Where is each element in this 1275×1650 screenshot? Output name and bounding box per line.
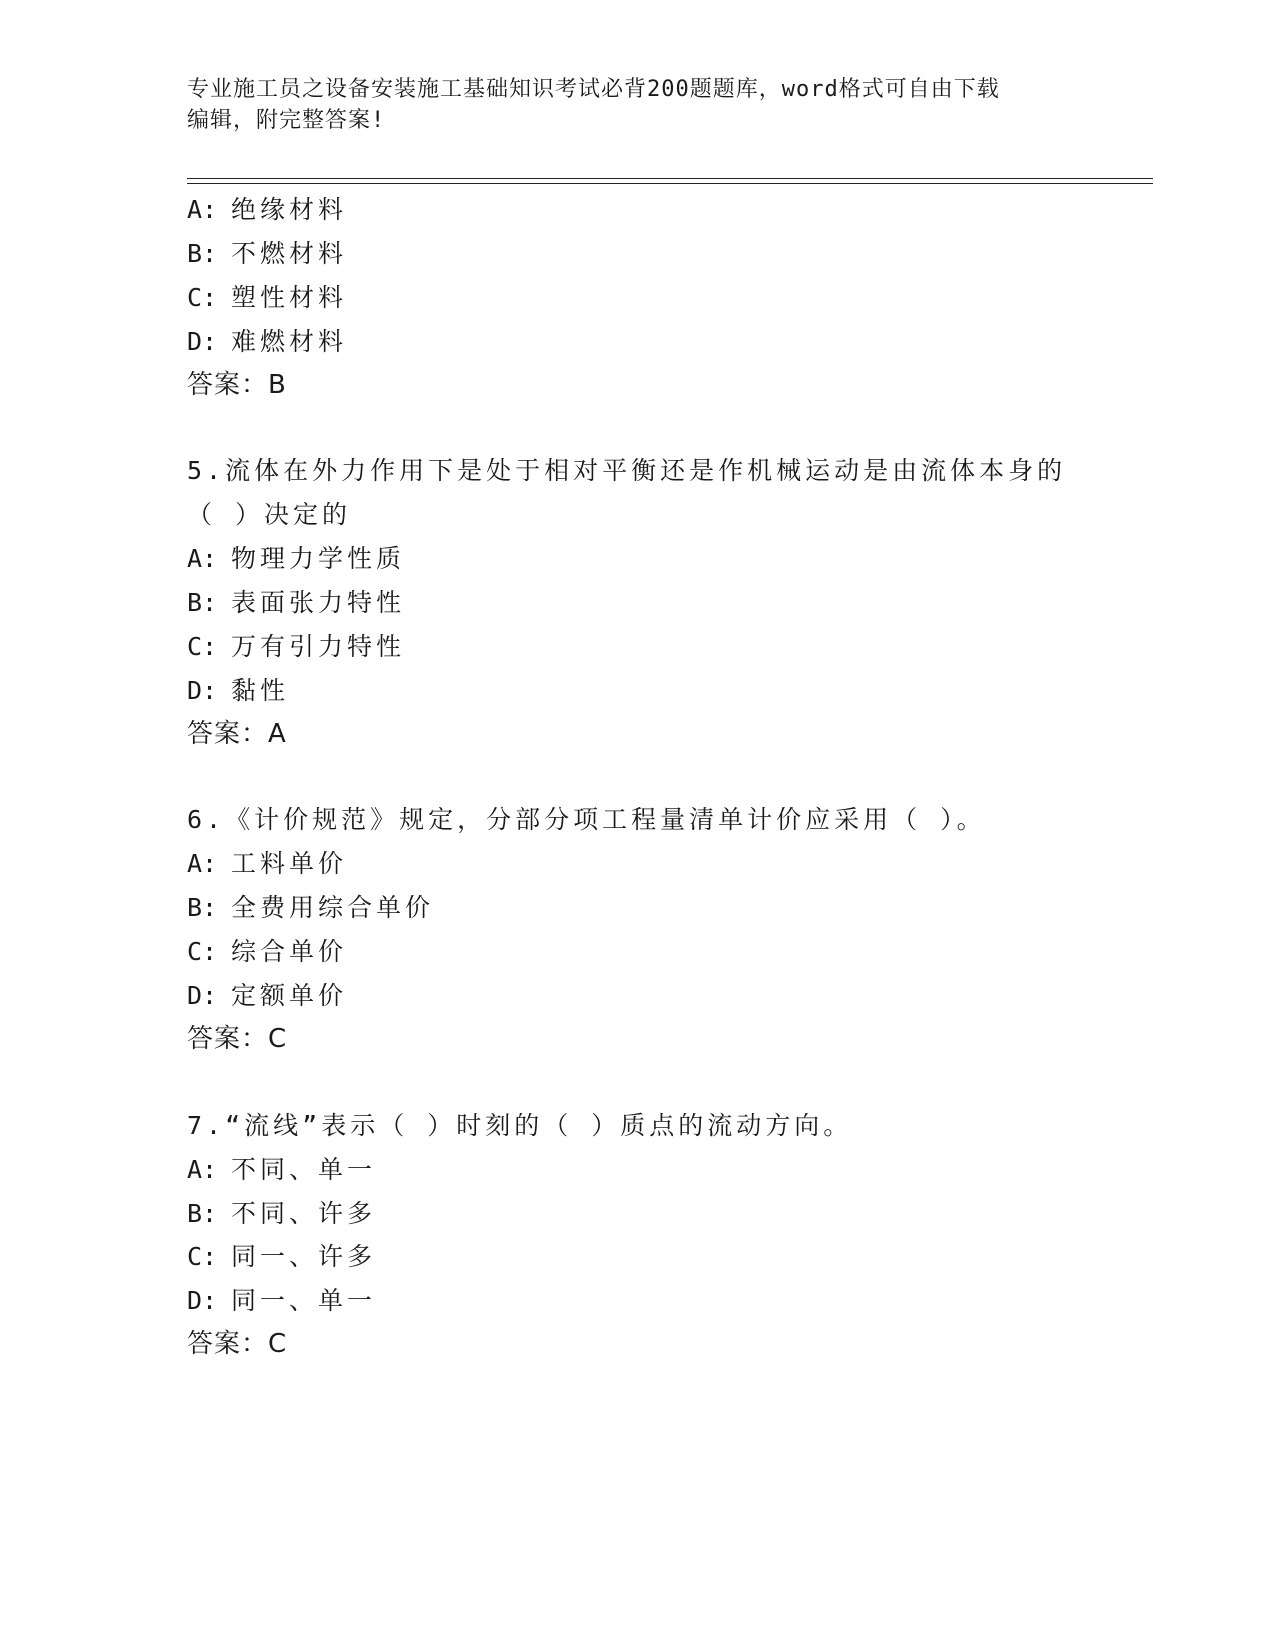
option-text: 综合单价 [231,937,348,966]
option-text: 工料单价 [231,849,348,878]
answer-line: 答案：B [187,370,287,400]
option-text: 不同、单一 [231,1155,377,1184]
option-text: 不燃材料 [231,239,348,268]
option-a [187,844,347,880]
option-text: 同一、单一 [231,1286,377,1315]
option-c [187,627,405,663]
option-text: 不同、许多 [231,1199,377,1228]
option-text: 万有引力特性 [231,632,406,661]
option-b [187,583,405,619]
option-key: D: [187,676,218,705]
option-text: 塑性材料 [231,283,348,312]
option-d [187,671,289,707]
option-key: A: [187,1155,218,1184]
option-key: B: [187,588,218,617]
option-d [187,976,347,1012]
option-a [187,190,347,226]
question-stem-line-1: 6.《计价规范》规定，分部分项工程量清单计价应采用（ ）。 [187,805,986,834]
option-key: C: [187,937,218,966]
answer-line: 答案：A [187,719,287,749]
option-b [187,1194,376,1230]
option-text: 表面张力特性 [231,588,406,617]
option-c [187,932,347,968]
question-stem-line-1: 5.流体在外力作用下是处于相对平衡还是作机械运动是由流体本身的 [187,456,1067,485]
header-divider-bottom [187,183,1153,184]
option-text: 同一、许多 [231,1242,377,1271]
header-title-line-1: 专业施工员之设备安装施工基础知识考试必背200题题库，word格式可自由下载 [187,77,1000,102]
option-text: 绝缘材料 [231,195,348,224]
option-key: A: [187,544,218,573]
option-key: D: [187,327,218,356]
option-text: 定额单价 [231,981,348,1010]
answer-line: 答案：C [187,1024,288,1054]
option-c [187,1237,376,1273]
option-text: 物理力学性质 [231,544,406,573]
option-key: D: [187,981,218,1010]
option-text: 黏性 [231,676,290,705]
option-text: 全费用综合单价 [231,893,435,922]
option-key: B: [187,239,218,268]
option-key: A: [187,849,218,878]
option-b [187,234,347,270]
option-key: C: [187,283,218,312]
option-key: D: [187,1286,218,1315]
header-divider-top [187,178,1153,179]
option-text: 难燃材料 [231,327,348,356]
option-c [187,278,347,314]
option-key: B: [187,1199,218,1228]
option-key: C: [187,1242,218,1271]
option-key: B: [187,893,218,922]
header-title-line-2: 编辑，附完整答案! [187,108,386,133]
option-d [187,1281,376,1317]
question-stem-line-1: 7.“流线”表示（ ）时刻的（ ）质点的流动方向。 [187,1111,853,1140]
question-stem-line-2: （ ）决定的 [187,500,352,529]
option-b [187,888,434,924]
option-a [187,539,405,575]
option-key: C: [187,632,218,661]
document-header [187,74,1067,136]
answer-line: 答案：C [187,1329,288,1359]
option-d [187,322,347,358]
option-key: A: [187,195,218,224]
option-a [187,1150,376,1186]
